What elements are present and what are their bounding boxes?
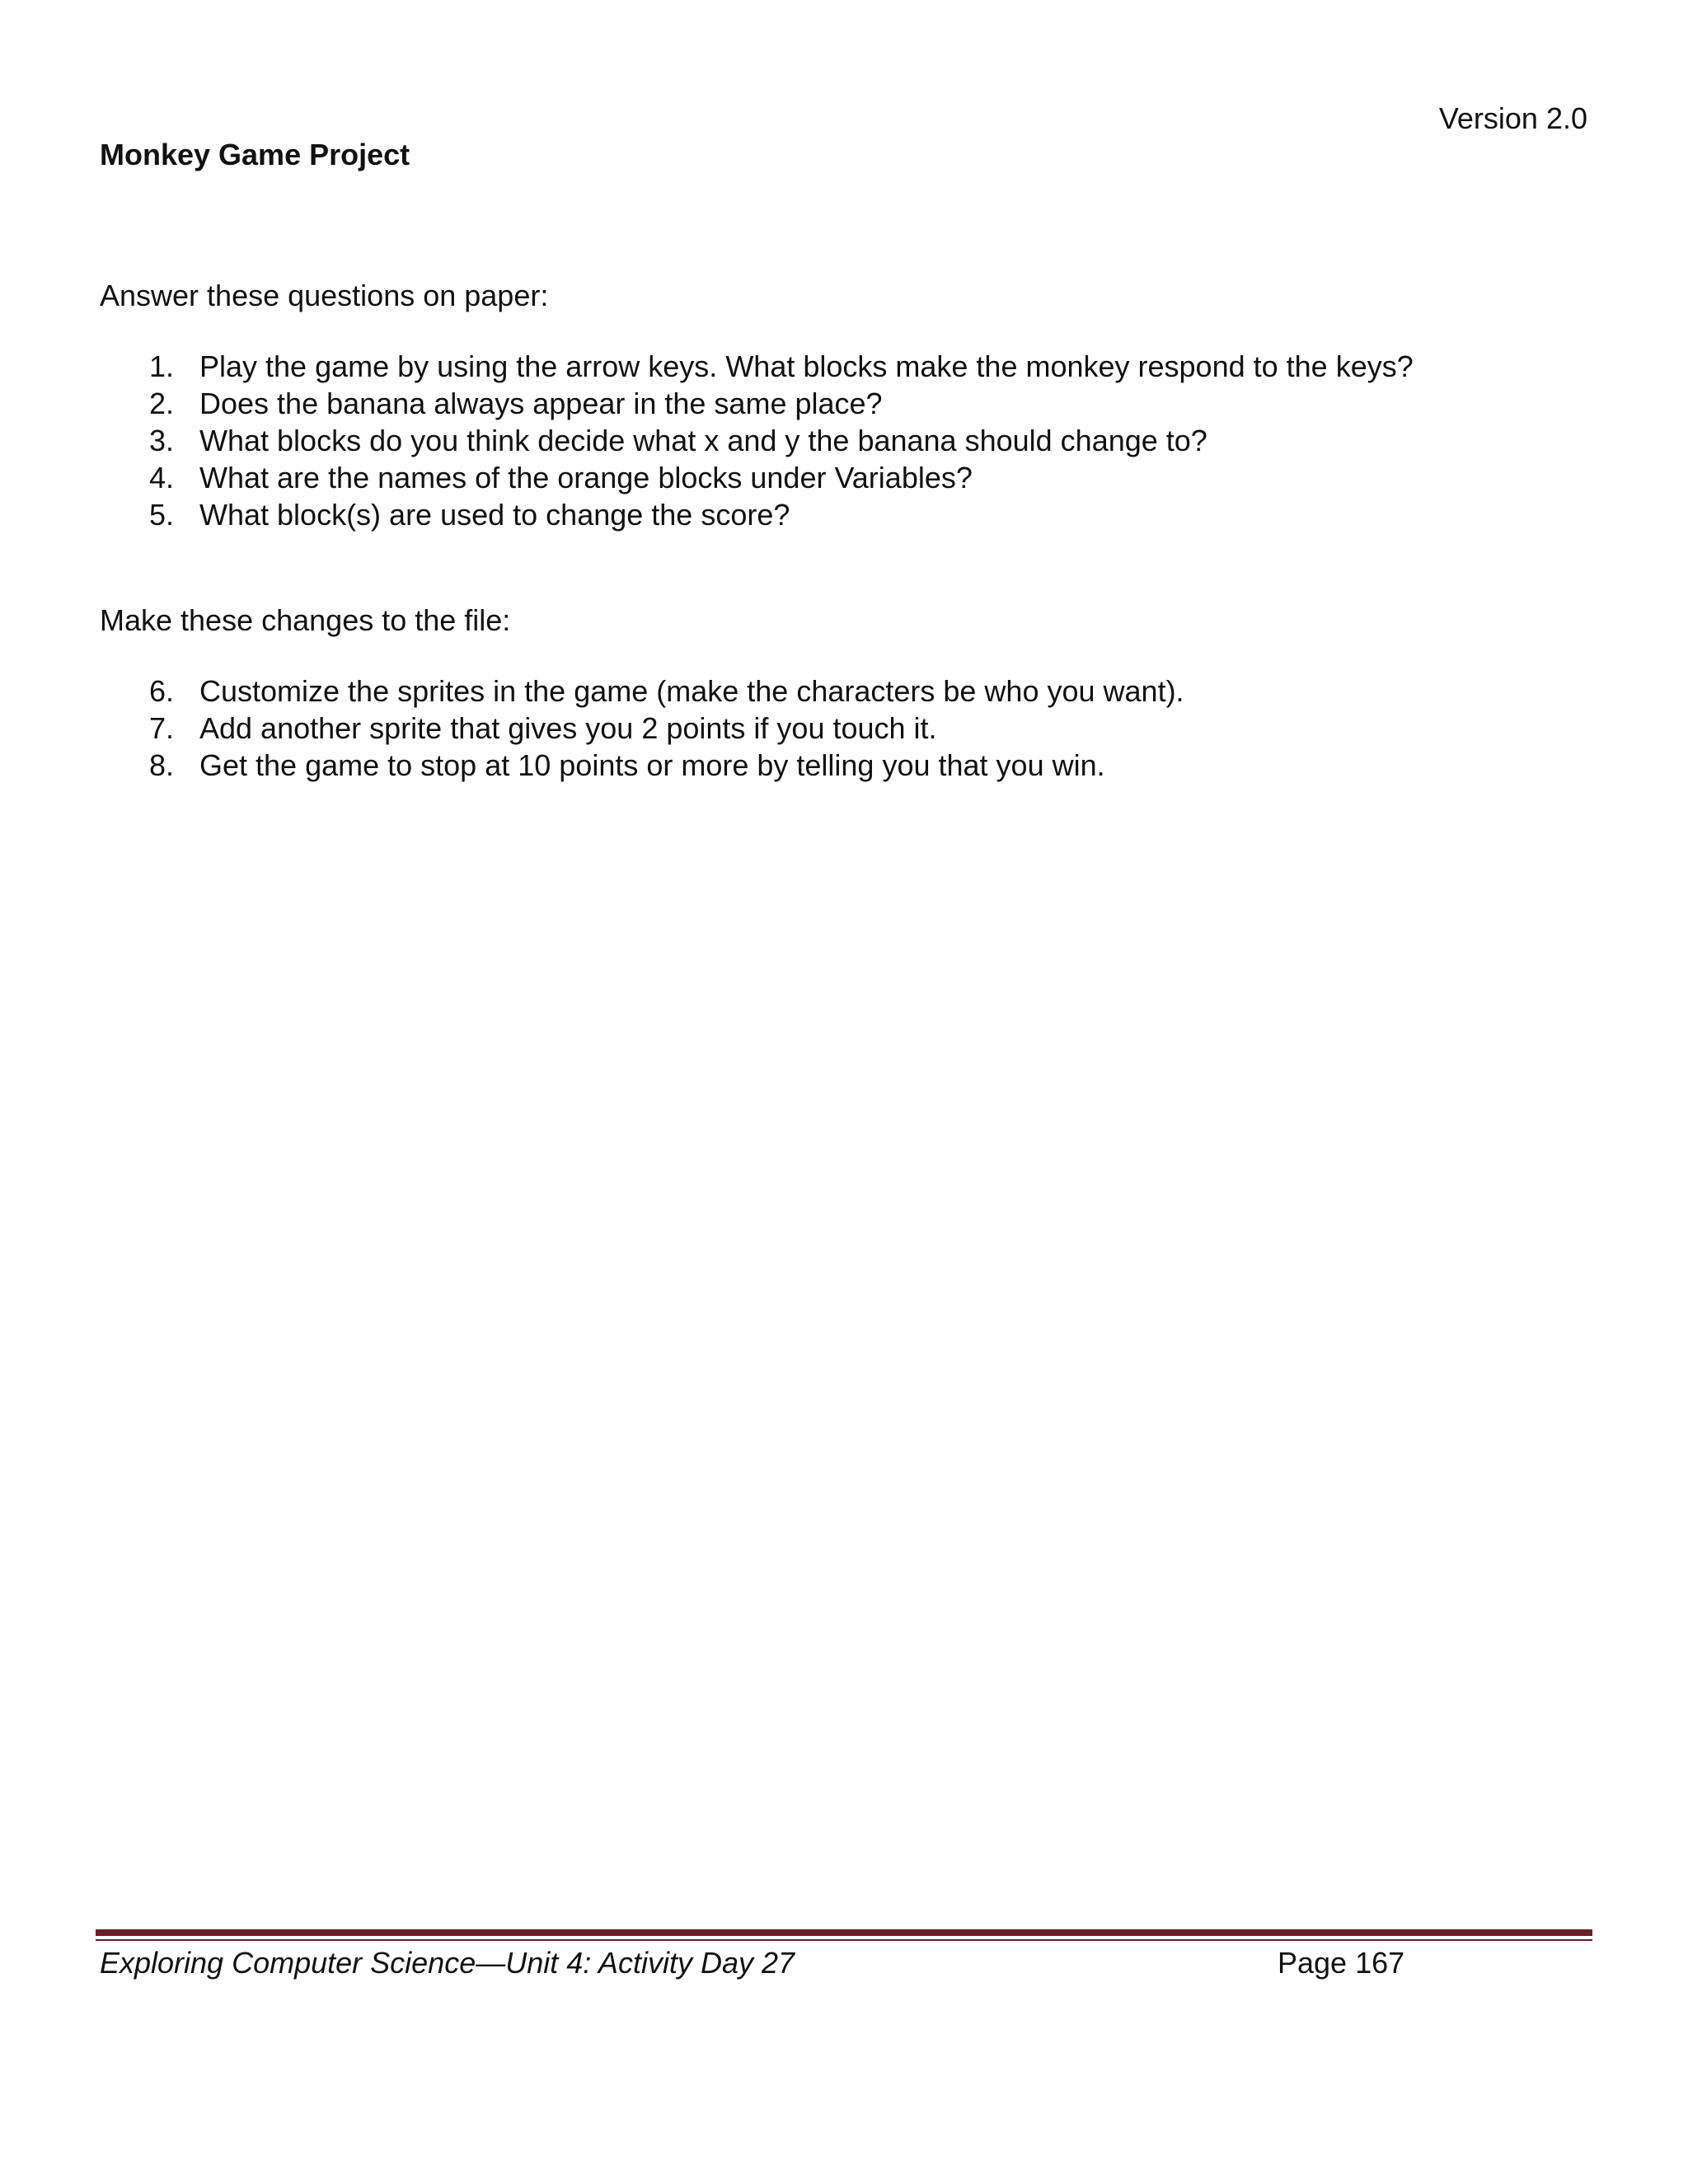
item-number: 3. (149, 424, 175, 457)
item-text: What block(s) are used to change the score? (199, 498, 790, 532)
item-text: Add another sprite that gives you 2 points if you touch it. (199, 711, 937, 745)
item-number: 1. (149, 349, 175, 383)
item-number: 8. (149, 748, 175, 782)
item-text: What are the names of the orange blocks under Variables? (199, 461, 973, 494)
questions-intro: Answer these questions on paper: (100, 279, 549, 312)
item-number: 2. (149, 387, 175, 420)
page-title: Monkey Game Project (100, 138, 410, 171)
item-text: Customize the sprites in the game (make the characters be who you want). (199, 674, 1184, 708)
footer-divider (96, 1929, 1592, 1936)
item-number: 6. (149, 674, 175, 708)
footer-course-title: Exploring Computer Science—Unit 4: Activity Day 27 (100, 1946, 795, 1980)
changes-intro: Make these changes to the file: (100, 603, 511, 637)
item-text: What blocks do you think decide what x and y the banana should change to? (199, 424, 1207, 457)
item-text: Get the game to stop at 10 points or more by telling you that you win. (199, 748, 1105, 782)
footer-divider-thin (96, 1939, 1592, 1941)
item-number: 4. (149, 461, 175, 494)
version-label: Version 2.0 (1438, 101, 1587, 135)
item-text: Does the banana always appear in the same place? (199, 387, 883, 420)
footer-page-number: Page 167 (1278, 1946, 1405, 1980)
item-number: 7. (149, 711, 175, 745)
item-number: 5. (149, 498, 175, 532)
item-text: Play the game by using the arrow keys. What blocks make the monkey respond to the keys? (199, 349, 1414, 383)
